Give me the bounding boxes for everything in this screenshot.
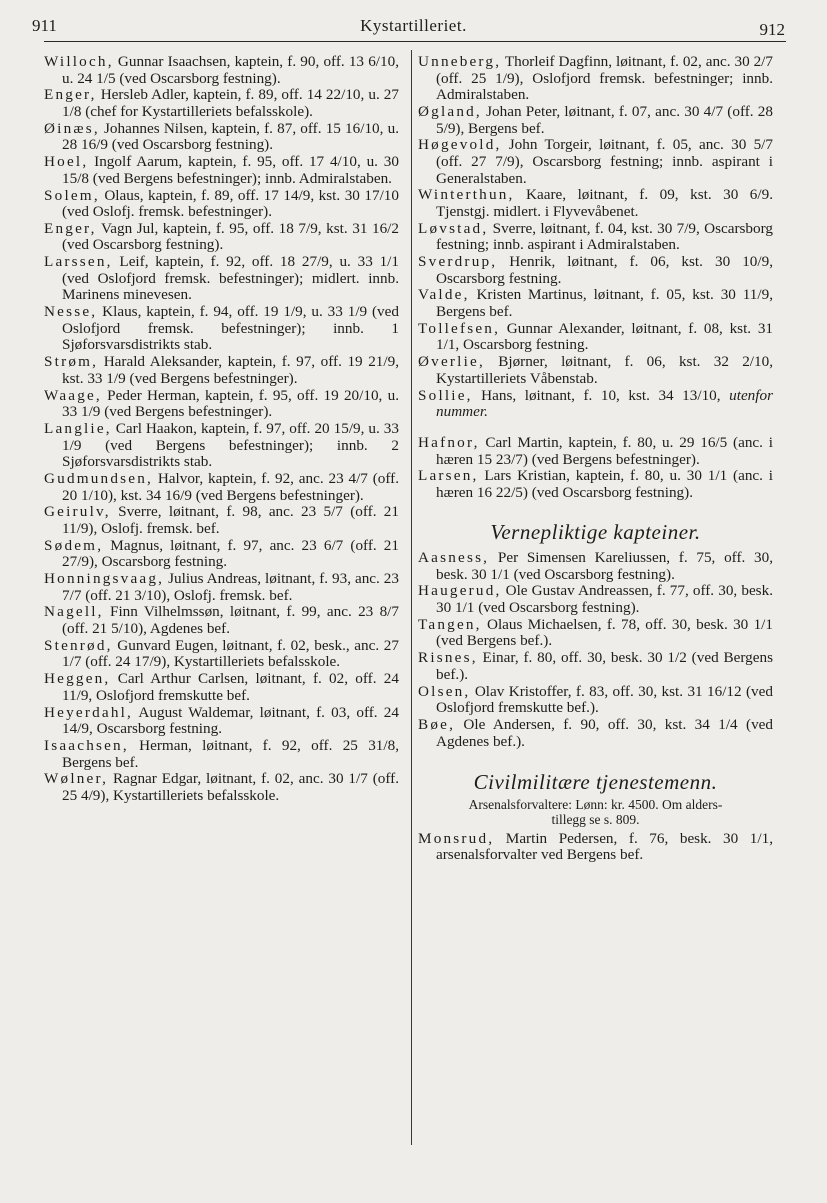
entry-name: Honningsvaag, [44, 570, 165, 588]
page-number-right: 912 [759, 20, 785, 39]
entry [44, 705, 399, 738]
header-rule [44, 41, 786, 42]
entry [44, 471, 399, 504]
entry [44, 254, 399, 304]
entry-name: Hafnor, [418, 433, 480, 451]
entry-name: Langlie, [44, 419, 112, 437]
right-entries-hafnor [418, 435, 773, 502]
entry-text: Henrik, løitnant, f. 06, kst. 30 10/9, Oscarsborg festning. [436, 253, 773, 287]
entry-name: Enger, [44, 219, 97, 237]
entry-name: Strøm, [44, 353, 99, 371]
civil-entries [418, 831, 773, 864]
running-title: Kystartilleriet. [360, 16, 467, 35]
entry [44, 504, 399, 537]
entry [418, 617, 773, 650]
entry [44, 604, 399, 637]
entry-text: Ole Andersen, f. 90, off. 30, kst. 34 1/4 (ved Agdenes bef.). [436, 715, 773, 750]
entry [44, 571, 399, 604]
entry-name: Bøe, [418, 715, 456, 733]
entry-text: Carl Arthur Carlsen, løitnant, f. 02, off. 24 11/9, Oslofjord fremskutte bef. [62, 670, 399, 704]
entry-name: Øverlie, [418, 353, 485, 371]
entry [418, 104, 773, 137]
entry-name: Høgevold, [418, 136, 502, 154]
entry-text: Martin Pedersen, f. 76, besk. 30 1/1, arsenalsforvalter ved Bergens bef. [436, 829, 773, 864]
entry-name: Larssen, [44, 253, 113, 271]
entry [418, 354, 773, 387]
entry-name: Heyerdahl, [44, 703, 134, 721]
entry-name: Winterthun, [418, 186, 515, 204]
entry-name: Geirulv, [44, 503, 111, 521]
entry [418, 831, 773, 864]
entry-name: Gudmundsen, [44, 469, 153, 487]
entry-name: Heggen, [44, 670, 111, 688]
entry-name: Waage, [44, 386, 102, 404]
column-divider [411, 50, 412, 1145]
entry [44, 304, 399, 354]
section-title-verneplikt: Vernepliktige kapteiner. [490, 519, 701, 544]
entry-text: Vagn Jul, kaptein, f. 95, off. 18 7/9, kst. 31 16/2 (ved Oscarsborg festning). [62, 219, 399, 254]
entry-text: Leif, kaptein, f. 92, off. 18 27/9, u. 33 1/1 (ved Oslofjord fremsk. befestninger); midlert. innb. Marinens minevesen. [62, 253, 399, 304]
left-column [44, 54, 399, 805]
entry-text: Julius Andreas, løitnant, f. 93, anc. 23 7/7 (off. 21 3/10), Oslofj. fremsk. bef. [62, 570, 399, 604]
entry-text: Ragnar Edgar, løitnant, f. 02, anc. 30 1/7 (off. 25 4/9), Kystartilleriets befalsskole. [62, 770, 399, 804]
entry [418, 684, 773, 717]
entry-text: Hersleb Adler, kaptein, f. 89, off. 14 22/10, u. 27 1/8 (chef for Kystartilleriets befalsskole). [62, 86, 399, 120]
entry [44, 87, 399, 120]
entry [44, 671, 399, 704]
entry-text: Sverre, løitnant, f. 98, anc. 23 5/7 (off. 21 11/9), Oslofj. fremsk. bef. [62, 503, 399, 537]
entry [418, 254, 773, 287]
section-gap [418, 421, 773, 435]
right-entries-active [418, 54, 773, 421]
civil-note [418, 797, 773, 827]
entry [44, 638, 399, 671]
entry [44, 388, 399, 421]
entry [418, 388, 773, 421]
entry-name: Sverdrup, [418, 253, 498, 271]
entry [418, 650, 773, 683]
entry-name: Nesse, [44, 303, 98, 321]
entry [418, 550, 773, 583]
entry-text: Olaus Michaelsen, f. 78, off. 30, besk. 30 1/1 (ved Bergens bef.). [436, 615, 773, 650]
entry-name: Sødem, [44, 536, 104, 554]
entry-text: Kaare, løitnant, f. 09, kst. 30 6/9. Tjenstgj. midlert. i Flyvevåbenet. [436, 186, 773, 220]
entry-name: Solem, [44, 186, 100, 204]
entry-name: Enger, [44, 86, 97, 104]
entry-name: Monsrud, [418, 829, 495, 847]
entry-name: Olsen, [418, 682, 471, 700]
entry-name: Løvstad, [418, 219, 489, 237]
page-number-left: 911 [32, 16, 57, 35]
entry-name: Stenrød, [44, 636, 113, 654]
entry-text: Ole Gustav Andreassen, f. 77, off. 30, besk. 30 1/1 (ved Oscarsborg festning). [436, 582, 773, 617]
entry-text: Carl Haakon, kaptein, f. 97, off. 20 15/9, u. 33 1/9 (ved Bergens befestninger); innb. 2 Sjøforsvarsdistrikts stab. [62, 419, 399, 471]
left-entries [44, 54, 399, 804]
entry [44, 354, 399, 387]
entry-italic: utenfor nummer. [436, 386, 773, 421]
entry [44, 421, 399, 471]
entry [418, 221, 773, 254]
entry-name: Sollie, [418, 386, 473, 404]
entry-text: Olav Kristoffer, f. 83, off. 30, kst. 31 16/12 (ved Oslofjord fremskutte bef.). [436, 682, 773, 717]
entry-text: Thorleif Dagfinn, løitnant, f. 02, anc. 30 2/7 (off. 25 1/9), Oslofjord fremsk. befestninger; innb. Admiralstaben. [436, 53, 773, 104]
entry-name: Unneberg, [418, 53, 502, 70]
entry-text: Herman, løitnant, f. 92, off. 25 31/8, Bergens bef. [62, 736, 399, 771]
entry [44, 538, 399, 571]
entry-text: Einar, f. 80, off. 30, besk. 30 1/2 (ved Bergens bef.). [436, 649, 773, 683]
verneplikt-entries [418, 550, 773, 750]
entry-name: Willoch, [44, 53, 114, 70]
entry-name: Wølner, [44, 770, 109, 788]
entry-name: Øinæs, [44, 119, 100, 137]
entry-text: John Torgeir, løitnant, f. 05, anc. 30 5/7 (off. 27 7/9), Oscarsborg festning; innb. aspirant i Generalstaben. [436, 136, 773, 187]
civil-note-line2: tillegg se s. 809. [551, 811, 640, 827]
entry-name: Tangen, [418, 615, 482, 633]
entry-name: Larsen, [418, 467, 479, 485]
entry [44, 221, 399, 254]
entry-text: Halvor, kaptein, f. 92, anc. 23 4/7 (off. 20 1/10), kst. 34 16/9 (ved Bergens befestninger). [62, 469, 399, 504]
entry [44, 54, 399, 87]
entry-text: Johan Peter, løitnant, f. 07, anc. 30 4/7 (off. 28 5/9), Bergens bef. [436, 102, 773, 137]
entry [418, 321, 773, 354]
entry-text: Hans, løitnant, f. 10, kst. 34 13/10, [472, 386, 730, 404]
entry-text: Gunnar Alexander, løitnant, f. 08, kst. 31 1/1, Oscarsborg festning. [436, 319, 773, 354]
entry-text: Magnus, løitnant, f. 97, anc. 23 6/7 (off. 21 27/9), Oscarsborg festning. [62, 536, 399, 571]
entry-text: Gunnar Isaachsen, kaptein, f. 90, off. 13 6/10, u. 24 1/5 (ved Oscarsborg festning). [62, 53, 399, 87]
entry-text: Gunvard Eugen, løitnant, f. 02, besk., anc. 27 1/7 (off. 24 17/9), Kystartilleriets befalsskole. [62, 636, 399, 671]
entry [44, 154, 399, 187]
entry-text: August Waldemar, løitnant, f. 03, off. 24 14/9, Oscarsborg festning. [62, 703, 399, 738]
entry [418, 468, 773, 501]
right-column [418, 54, 773, 864]
entry [418, 287, 773, 320]
entry-text: Per Simensen Kareliussen, f. 75, off. 30, besk. 30 1/1 (ved Oscarsborg festning). [436, 549, 773, 583]
entry [418, 54, 773, 104]
entry-name: Tollefsen, [418, 319, 501, 337]
entry-text: Sverre, løitnant, f. 04, kst. 30 7/9, Oscarsborg festning; innb. aspirant i Admiralstaben. [436, 219, 773, 254]
entry-text: Harald Aleksander, kaptein, f. 97, off. 19 21/9, kst. 33 1/9 (ved Bergens befestninger). [62, 353, 399, 387]
entry [44, 738, 399, 771]
entry [44, 121, 399, 154]
entry-text: Carl Martin, kaptein, f. 80, u. 29 16/5 (anc. i hæren 15 23/7) (ved Bergens befestninger). [436, 433, 773, 468]
entry-name: Risnes, [418, 649, 478, 667]
entry [418, 435, 773, 468]
page-header [0, 10, 827, 42]
entry-name: Øgland, [418, 102, 482, 120]
civil-note-line1: Arsenalsforvaltere: Lønn: kr. 4500. Om alders- [468, 796, 723, 812]
entry-text: Bjørner, løitnant, f. 06, kst. 32 2/10, Kystartilleriets Våbenstab. [436, 353, 773, 387]
entry-name: Haugerud, [418, 582, 502, 600]
entry [418, 583, 773, 616]
entry-name: Isaachsen, [44, 736, 129, 754]
entry-text: Olaus, kaptein, f. 89, off. 17 14/9, kst. 30 17/10 (ved Oslofj. fremsk. befestninger). [62, 186, 399, 221]
section-title-civil: Civilmilitære tjenestemenn. [473, 770, 718, 795]
entry-text: Lars Kristian, kaptein, f. 80, u. 30 1/1 (anc. i hæren 16 22/5) (ved Oscarsborg festning). [436, 467, 773, 501]
entry-text: Kristen Martinus, løitnant, f. 05, kst. 30 11/9, Bergens bef. [436, 286, 773, 321]
entry [418, 137, 773, 187]
entry [418, 717, 773, 750]
entry-text: Peder Herman, kaptein, f. 95, off. 19 20/10, u. 33 1/9 (ved Bergens befestninger). [62, 386, 399, 421]
entry [44, 188, 399, 221]
entry-text: Ingolf Aarum, kaptein, f. 95, off. 17 4/10, u. 30 15/8 (ved Bergens befestninger); innb. Admiralstaben. [62, 153, 399, 187]
entry-text: Johannes Nilsen, kaptein, f. 87, off. 15 16/10, u. 28 16/9 (ved Oscarsborg festning). [62, 119, 399, 154]
entry [44, 771, 399, 804]
entry-name: Nagell, [44, 603, 104, 621]
entry-name: Aasness, [418, 549, 490, 567]
entry-name: Hoel, [44, 153, 89, 171]
entry-text: Klaus, kaptein, f. 94, off. 19 1/9, u. 33 1/9 (ved Oslofjord fremsk. befestninger); innb. 1 Sjøforsvarsdistrikts stab. [62, 303, 399, 354]
entry-text: Finn Vilhelmssøn, løitnant, f. 99, anc. 23 8/7 (off. 21 5/10), Agdenes bef. [62, 603, 399, 637]
entry-name: Valde, [418, 286, 470, 304]
entry [418, 187, 773, 220]
